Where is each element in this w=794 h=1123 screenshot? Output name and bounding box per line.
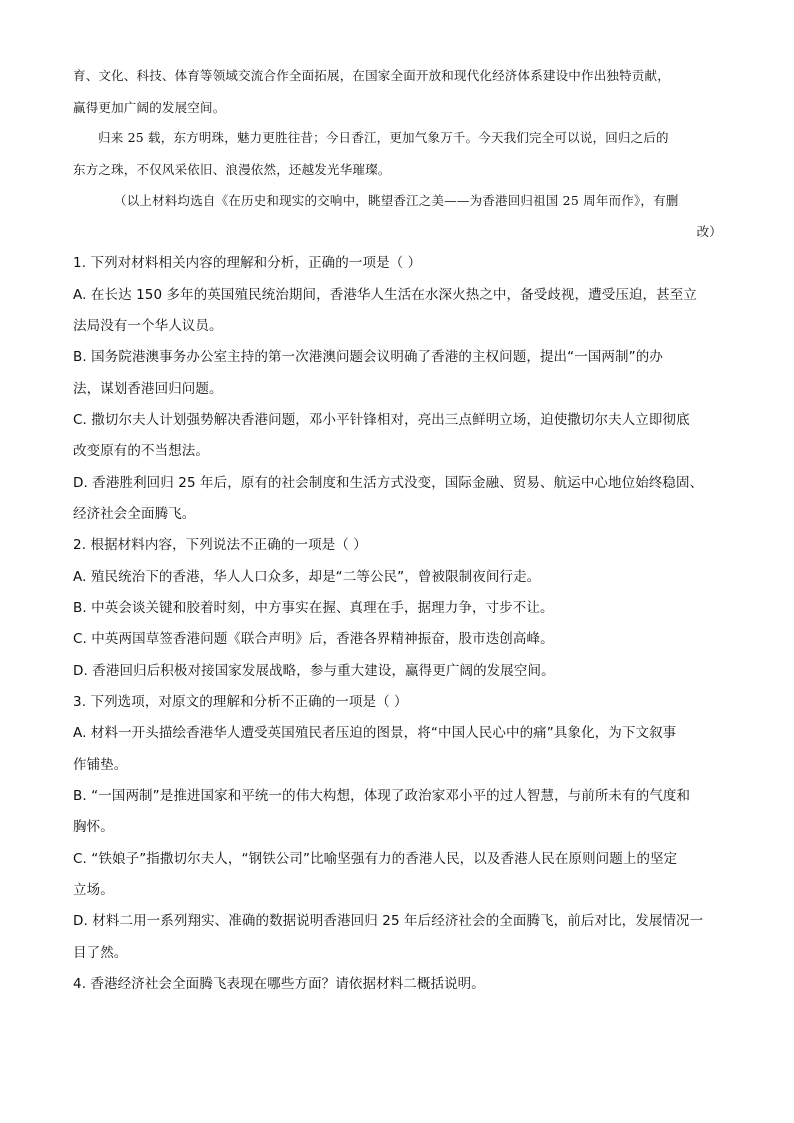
- material-source-line-1: （以上材料均选自《在历史和现实的交响中，眺望香江之美——为香港回归祖国 25 周年而作》，有删: [114, 193, 679, 208]
- option-c-line-1: C. 中英两国草签香港问题《联合声明》后，香港各界精神振奋，股市迭创高峰。: [73, 631, 554, 647]
- material-source-line-2: 改）: [696, 224, 722, 239]
- option-d-line-1: D. 材料二用一系列翔实、准确的数据说明香港回归 25 年后经济社会的全面腾飞，前后对比，发展情况一: [73, 913, 704, 929]
- material-paragraph-1-line-2: 赢得更加广阔的发展空间。: [73, 100, 226, 115]
- question-stem: 4. 香港经济社会全面腾飞表现在哪些方面？请依据材料二概括说明。: [73, 976, 485, 992]
- question-stem: 3. 下列选项，对原文的理解和分析不正确的一项是（ ）: [73, 694, 408, 710]
- option-a-line-1: A. 殖民统治下的香港，华人人口众多，却是“二等公民”，曾被限制夜间行走。: [73, 569, 541, 585]
- option-b-line-2: 法，谋划香港回归问题。: [73, 381, 223, 397]
- option-d-line-2: 经济社会全面腾飞。: [73, 506, 196, 522]
- option-c-line-1: C. 撒切尔夫人计划强势解决香港问题，邓小平针锋相对，亮出三点鲜明立场，迫使撒切尔夫人立即彻底: [73, 412, 690, 428]
- option-c-line-1: C. “铁娘子”指撒切尔夫人，“钢铁公司”比喻坚强有力的香港人民，以及香港人民在原则问题上的坚定: [73, 851, 678, 867]
- option-b-line-1: B. 国务院港澳事务办公室主持的第一次港澳问题会议明确了香港的主权问题，提出“一国两制”的办: [73, 349, 663, 365]
- option-d-line-1: D. 香港回归后积极对接国家发展战略，参与重大建设，赢得更广阔的发展空间。: [73, 663, 555, 679]
- option-a-line-2: 作铺垫。: [73, 757, 128, 773]
- option-d-line-2: 目了然。: [73, 945, 128, 961]
- option-a-line-1: A. 在长达 150 多年的英国殖民统治期间，香港华人生活在水深火热之中，备受歧视，遭受压迫，甚至立: [73, 287, 697, 303]
- option-b-line-1: B. “一国两制”是推进国家和平统一的伟大构想，体现了政治家邓小平的过人智慧，与前所未有的气度和: [73, 788, 691, 804]
- material-paragraph-2-line-2: 东方之珠，不仅风采依旧、浪漫依然，还越发光华璀璨。: [73, 162, 391, 177]
- option-b-line-2: 胸怀。: [73, 819, 114, 835]
- option-a-line-2: 法局没有一个华人议员。: [73, 318, 223, 334]
- question-stem: 1. 下列对材料相关内容的理解和分析，正确的一项是（ ）: [73, 255, 422, 271]
- option-b-line-1: B. 中英会谈关键和胶着时刻，中方事实在握、真理在手，据理力争，寸步不让。: [73, 600, 554, 616]
- material-paragraph-1-line-1: 育、文化、科技、体育等领域交流合作全面拓展，在国家全面开放和现代化经济体系建设中作出独特贡献，: [73, 68, 670, 83]
- option-a-line-1: A. 材料一开头描绘香港华人遭受英国殖民者压迫的图景，将“中国人民心中的痛”具象化，为下文叙事: [73, 725, 677, 741]
- option-c-line-2: 立场。: [73, 882, 114, 898]
- option-d-line-1: D. 香港胜利回归 25 年后，原有的社会制度和生活方式没变，国际金融、贸易、航运中心地位始终稳固、: [73, 475, 704, 491]
- material-paragraph-2-line-1: 归来 25 载，东方明珠，魅力更胜往昔；今日香江，更加气象万千。今天我们完全可以说，回归之后的: [98, 130, 669, 145]
- option-c-line-2: 改变原有的不当想法。: [73, 443, 209, 459]
- question-stem: 2. 根据材料内容，下列说法不正确的一项是（ ）: [73, 537, 367, 553]
